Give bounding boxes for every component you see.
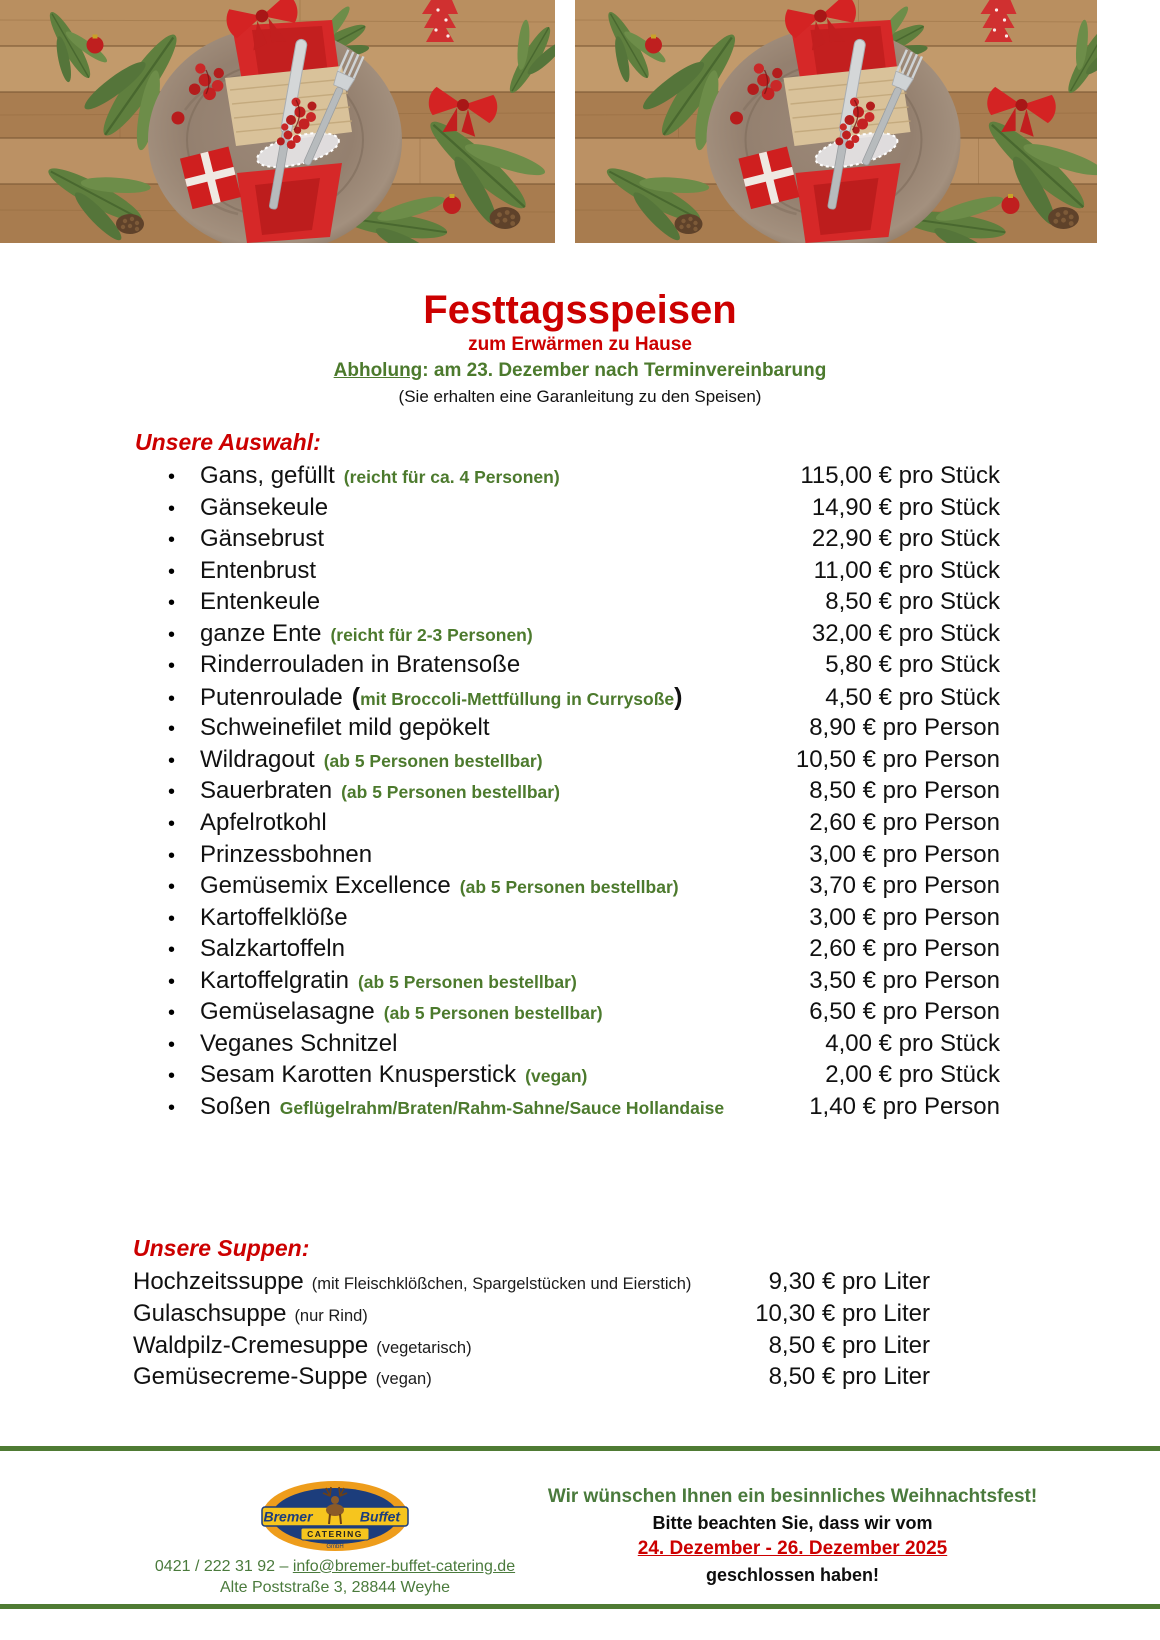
bullet-icon: • <box>168 970 176 993</box>
menu-heading: Unsere Auswahl: <box>135 429 321 455</box>
dish-name: ganze Ente <box>200 619 322 647</box>
bullet-icon: • <box>168 939 176 962</box>
dish-name: Salzkartoffeln <box>200 935 345 963</box>
menu-item <box>168 494 1000 526</box>
dish-price: 32,00 € pro Stück <box>811 619 1000 647</box>
bullet-icon: • <box>168 560 176 583</box>
menu-item <box>168 683 1000 715</box>
dish-price: 5,80 € pro Stück <box>825 651 1000 679</box>
bullet-icon: • <box>168 781 176 804</box>
christmas-wish: Wir wünschen Ihnen ein besinnliches Weihnachtsfest! <box>547 1485 1038 1507</box>
dish-name: Prinzessbohnen <box>200 840 373 868</box>
logo-word-2: Buffet <box>359 1508 401 1525</box>
bullet-icon: • <box>168 1033 176 1056</box>
dish-price: 4,50 € pro Stück <box>825 683 1000 711</box>
bullet-icon: • <box>168 687 176 710</box>
soup-name: Gemüsecreme-Suppe <box>133 1363 368 1391</box>
dish-price: 8,50 € pro Stück <box>825 588 1000 616</box>
dish-name: Entenkeule <box>200 588 321 616</box>
dish-price: 115,00 € pro Stück <box>800 462 1000 489</box>
soups-heading: Unsere Suppen: <box>133 1235 310 1262</box>
menu-item <box>168 777 1000 809</box>
footer-notice-block <box>520 1484 1065 1588</box>
menu-item <box>168 588 1000 620</box>
dish-note <box>352 683 683 712</box>
menu-list <box>135 462 1000 1124</box>
dish-name: Wildragout <box>200 745 315 773</box>
bullet-icon: • <box>168 623 176 646</box>
dish-price: 6,50 € pro Person <box>809 998 1000 1026</box>
bullet-icon: • <box>168 655 176 678</box>
christmas-table-photo-right <box>575 0 1097 243</box>
menu-item <box>168 935 1000 967</box>
menu-item <box>168 998 1000 1030</box>
dish-price: 10,50 € pro Person <box>795 745 1000 773</box>
paren-open: ( <box>351 682 361 711</box>
dish-name: Soßen <box>200 1092 271 1120</box>
dish-name: Sauerbraten <box>200 777 333 805</box>
bullet-icon: • <box>168 529 176 552</box>
soup-note: (mit Fleischklößchen, Spargelstücken und Eierstich) <box>311 1275 692 1294</box>
menu-item <box>168 904 1000 936</box>
dish-name: Kartoffelgratin <box>200 966 349 994</box>
dish-name: Veganes Schnitzel <box>200 1029 398 1057</box>
logo-icon <box>260 1480 410 1552</box>
soup-price: 9,30 € pro Liter <box>768 1268 930 1296</box>
divider-bottom <box>0 1604 1160 1609</box>
menu-item <box>168 1061 1000 1093</box>
soup-note: (vegan) <box>375 1370 432 1389</box>
divider-top <box>0 1446 1160 1451</box>
closure-dates: 24. Dezember - 26. Dezember 2025 <box>637 1537 948 1559</box>
logo-word-1: Bremer <box>263 1508 313 1525</box>
menu-item <box>168 967 1000 999</box>
dish-name: Kartoffelklöße <box>200 903 348 931</box>
dish-name: Gans, gefüllt <box>200 462 335 489</box>
dish-name: Putenroulade <box>200 683 343 711</box>
dish-name: Gemüsemix Excellence <box>200 872 451 900</box>
soup-note: (vegetarisch) <box>376 1338 472 1357</box>
hero-images <box>0 0 1160 243</box>
footer <box>0 1480 1160 1598</box>
dish-price: 22,90 € pro Stück <box>811 525 1000 553</box>
bullet-icon: • <box>168 466 176 488</box>
bullet-icon: • <box>168 1096 176 1119</box>
dish-note: (vegan) <box>525 1066 588 1087</box>
menu-item <box>168 872 1000 904</box>
logo-sub-text: GmbH <box>326 1543 344 1550</box>
bullet-icon: • <box>168 813 176 836</box>
subtitle: zum Erwärmen zu Hause <box>468 334 692 355</box>
dish-note: (ab 5 Personen bestellbar) <box>357 971 577 992</box>
dish-note: (ab 5 Personen bestellbar) <box>341 782 560 803</box>
dish-note: (ab 5 Personen bestellbar) <box>383 1003 603 1024</box>
bullet-icon: • <box>168 718 176 741</box>
soup-item <box>133 1300 930 1332</box>
dish-name: Entenbrust <box>200 556 317 584</box>
dish-name: Rinderrouladen in Bratensoße <box>200 651 521 679</box>
page-title: Festtagsspeisen <box>423 288 737 332</box>
menu-item <box>168 651 1000 683</box>
menu-item <box>168 1030 1000 1062</box>
bullet-icon: • <box>168 844 176 867</box>
soup-name: Gulaschsuppe <box>133 1300 287 1328</box>
email-link[interactable]: info@bremer-buffet-catering.de <box>292 1557 516 1575</box>
soup-item <box>133 1363 930 1395</box>
menu-item <box>168 462 1000 494</box>
dish-note: Geflügelrahm/Braten/Rahm-Sahne/Sauce Hollandaise <box>279 1097 725 1118</box>
dish-price: 8,50 € pro Person <box>809 777 1000 805</box>
dish-note: (ab 5 Personen bestellbar) <box>323 750 543 771</box>
soup-price: 10,30 € pro Liter <box>755 1300 930 1328</box>
bullet-icon: • <box>168 1002 176 1025</box>
dish-price: 4,00 € pro Stück <box>825 1029 1000 1057</box>
dish-price: 2,60 € pro Person <box>809 809 1000 837</box>
dish-name: Schweinefilet mild gepökelt <box>200 714 490 742</box>
menu-item <box>168 557 1000 589</box>
bullet-icon: • <box>168 876 176 899</box>
contact-separator: – <box>275 1557 293 1575</box>
dish-note: (reicht für ca. 4 Personen) <box>343 467 560 487</box>
bullet-icon: • <box>168 592 176 615</box>
dish-price: 1,40 € pro Person <box>809 1092 1000 1120</box>
soup-item <box>133 1332 930 1364</box>
pickup-line <box>0 359 1160 382</box>
bullet-icon: • <box>168 497 176 520</box>
logo-band-text: CATERING <box>307 1528 363 1539</box>
christmas-table-photo-left <box>0 0 555 243</box>
dish-name: Apfelrotkohl <box>200 809 327 837</box>
paren-close: ) <box>674 682 683 711</box>
menu-item <box>168 620 1000 652</box>
menu-item <box>168 746 1000 778</box>
soup-price: 8,50 € pro Liter <box>768 1331 930 1359</box>
dish-price: 3,50 € pro Person <box>809 966 1000 994</box>
dish-note-text: mit Broccoli-Mettfüllung in Currysoße <box>360 688 675 709</box>
dish-note: (ab 5 Personen bestellbar) <box>459 877 679 898</box>
soup-price: 8,50 € pro Liter <box>768 1363 930 1391</box>
dish-price: 14,90 € pro Stück <box>811 493 1000 521</box>
bullet-icon: • <box>168 907 176 930</box>
soup-note: (nur Rind) <box>294 1307 368 1326</box>
pickup-label: Abholung <box>333 360 423 381</box>
bullet-icon: • <box>168 1065 176 1088</box>
menu-item <box>168 525 1000 557</box>
dish-price: 2,00 € pro Stück <box>825 1061 1000 1089</box>
dish-price: 8,90 € pro Person <box>809 714 1000 742</box>
soup-name: Waldpilz-Cremesuppe <box>133 1331 369 1359</box>
menu-item <box>168 714 1000 746</box>
soup-list <box>133 1268 930 1394</box>
closure-notice-line2: geschlossen haben! <box>705 1564 880 1585</box>
soup-section <box>0 1235 1160 1394</box>
phone-number: 0421 / 222 31 92 <box>154 1557 276 1575</box>
dish-note: (reicht für 2-3 Personen) <box>330 624 533 645</box>
pickup-rest: : am 23. Dezember nach Terminvereinbarung <box>422 360 827 381</box>
dish-price: 3,70 € pro Person <box>809 872 1000 900</box>
soup-item <box>133 1268 930 1300</box>
menu-item <box>168 841 1000 873</box>
dish-name: Sesam Karotten Knusperstick <box>200 1061 517 1089</box>
dish-price: 11,00 € pro Stück <box>813 556 1000 584</box>
closure-notice-line1: Bitte beachten Sie, dass wir vom <box>652 1512 933 1533</box>
menu-item <box>168 1093 1000 1125</box>
dish-price: 2,60 € pro Person <box>809 935 1000 963</box>
instruction-note: (Sie erhalten eine Garanleitung zu den Speisen) <box>398 387 762 406</box>
dish-name: Gänsebrust <box>200 525 325 553</box>
menu-section <box>0 429 1160 1124</box>
document-header <box>0 289 1160 407</box>
dish-name: Gänsekeule <box>200 493 329 521</box>
menu-item <box>168 809 1000 841</box>
dish-price: 3,00 € pro Person <box>809 840 1000 868</box>
dish-name: Gemüselasagne <box>200 998 375 1026</box>
bullet-icon: • <box>168 749 176 772</box>
soup-name: Hochzeitssuppe <box>133 1268 304 1296</box>
address-line: Alte Poststraße 3, 28844 Weyhe <box>219 1578 451 1596</box>
dish-price: 3,00 € pro Person <box>809 903 1000 931</box>
